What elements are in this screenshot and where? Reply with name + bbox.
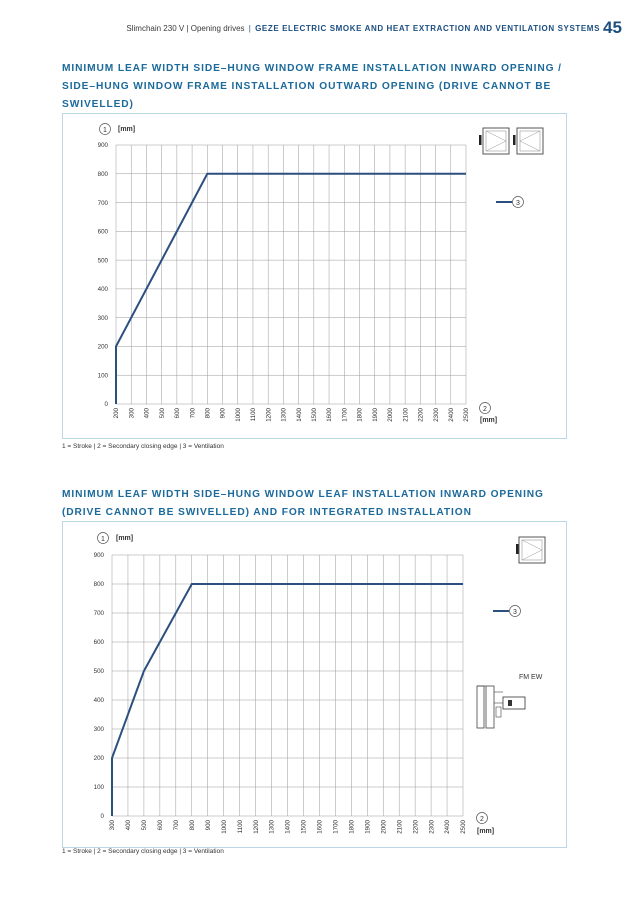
chart-2-x-tick-label: 400: [125, 820, 133, 831]
running-header: [0, 24, 600, 33]
chart-1-x-tick-label: 1800: [356, 408, 364, 422]
chart-2-legend: [493, 606, 521, 617]
chart-2-legend-label: 3: [513, 609, 517, 616]
chart-1-legend-caption: 1 = Stroke | 2 = Secondary closing edge | 3 = Ventilation: [62, 443, 224, 450]
chart-1: [63, 114, 566, 438]
header-doc-title: Slimchain 230 V | Opening drives: [126, 24, 245, 33]
chart-2-panel: [62, 521, 567, 848]
chart-1-x-tick-label: 1000: [234, 408, 242, 422]
header-separator: |: [248, 24, 251, 33]
chart-1-x-unit: [mm]: [480, 417, 498, 424]
chart-2-x-tick-label: 800: [188, 820, 196, 831]
chart-1-x-tick-label: 2100: [402, 408, 410, 422]
chart-1-x-tick-label: 1200: [265, 408, 273, 422]
chart-2-x-tick-label: 1600: [316, 820, 324, 834]
chart-1-x-tick-label: 900: [219, 408, 227, 419]
chart-1-x-tick-label: 300: [128, 408, 136, 419]
chart-2-x-tick-label: 1700: [332, 820, 340, 834]
chart-2-x-axis-marker: [477, 813, 488, 824]
chart-2-y-tick-label: 600: [93, 639, 104, 647]
chart-1-y-axis-marker: [100, 124, 111, 135]
chart-2-y-marker-label: 1: [101, 536, 105, 543]
chart-2-y-tick-label: 100: [93, 784, 104, 792]
chart-2-y-tick-label: 700: [93, 610, 104, 618]
chart-1-y-tick-label: 600: [97, 228, 108, 236]
chart-2-grid: [112, 555, 463, 816]
chart-2-x-tick-label: 1500: [300, 820, 308, 834]
chart-1-legend: [496, 197, 524, 208]
chart-2-y-unit: [mm]: [116, 535, 134, 542]
chart-1-y-unit: [mm]: [118, 126, 136, 133]
chart-2-x-tick-label: 600: [157, 820, 165, 831]
chart-1-y-tick-label: 200: [97, 343, 108, 351]
chart-2-y-tick-labels: [94, 552, 105, 820]
chart-2-x-tick-label: 700: [173, 820, 181, 831]
chart-2-x-tick-label: 2300: [428, 820, 436, 834]
chart-2-x-tick-label: 2200: [412, 820, 420, 834]
chart-1-y-tick-label: 300: [97, 314, 108, 322]
window-outward-opening-icon: [513, 128, 543, 154]
chart-2-x-tick-label: 1800: [348, 820, 356, 834]
window-leaf-installation-icon: [516, 537, 545, 563]
chart-1-title: MINIMUM LEAF WIDTH SIDE–HUNG WINDOW FRAME INSTALLATION INWARD OPENING / SIDE–HUNG WINDOW FRAME INSTALLATION OUTWARD OPENING (DRIVE CANNOT BE SWIVELLED): [62, 63, 562, 110]
chart-1-x-axis-marker: [480, 403, 491, 414]
chart-1-y-tick-label: 0: [104, 401, 108, 409]
chart-2-x-tick-label: 900: [204, 820, 212, 831]
chart-2-y-tick-label: 900: [93, 552, 104, 560]
chart-1-x-tick-label: 1600: [326, 408, 334, 422]
chart-2-x-tick-label: 1100: [236, 820, 244, 834]
chart-1-panel: [62, 113, 567, 439]
chart-2-title: MINIMUM LEAF WIDTH SIDE–HUNG WINDOW LEAF INSTALLATION INWARD OPENING (DRIVE CANNOT BE SWIVELLED) AND FOR INTEGRATED INSTALLATION: [62, 489, 544, 518]
chart-2-x-tick-label: 2000: [380, 820, 388, 834]
chart-2-y-axis-marker: [98, 533, 109, 544]
chart-1-x-tick-label: 2000: [387, 408, 395, 422]
chart-1-x-tick-label: 400: [143, 408, 151, 419]
chart-1-x-tick-labels: [113, 407, 470, 421]
chart-2-x-tick-label: 1400: [284, 820, 292, 834]
chart-1-x-tick-label: 700: [189, 408, 197, 419]
chart-2-legend-caption: 1 = Stroke | 2 = Secondary closing edge | 3 = Ventilation: [62, 848, 224, 855]
chart-1-x-tick-label: 2300: [432, 408, 440, 422]
page-number: 45: [603, 18, 622, 37]
chart-1-y-tick-label: 700: [97, 199, 108, 207]
chart-1-x-tick-label: 200: [113, 408, 121, 419]
chart-2-x-marker-label: 2: [480, 816, 484, 823]
chart-2-y-tick-label: 300: [93, 726, 104, 734]
fm-ew-label: FM EW: [519, 674, 543, 681]
chart-1-x-tick-label: 800: [204, 408, 212, 419]
integrated-installation-detail-icon: [477, 686, 525, 728]
chart-2-x-tick-label: 2500: [460, 820, 468, 834]
chart-2: [63, 522, 566, 847]
header-section-title: GEZE ELECTRIC SMOKE AND HEAT EXTRACTION AND VENTILATION SYSTEMS: [255, 24, 600, 33]
chart-1-x-marker-label: 2: [483, 406, 487, 413]
chart-1-x-tick-label: 500: [158, 408, 166, 419]
window-inward-opening-icon: [479, 128, 509, 154]
chart-1-x-tick-label: 1300: [280, 408, 288, 422]
chart-2-x-tick-label: 2100: [396, 820, 404, 834]
chart-1-x-tick-label: 1400: [295, 408, 303, 422]
chart-2-x-tick-label: 2400: [444, 820, 452, 834]
chart-1-y-tick-label: 100: [97, 372, 108, 380]
chart-1-legend-label: 3: [516, 200, 520, 207]
chart-1-y-tick-labels: [98, 142, 109, 408]
chart-1-y-tick-label: 500: [97, 257, 108, 265]
chart-1-y-marker-label: 1: [103, 127, 107, 134]
chart-2-x-tick-labels: [109, 819, 467, 833]
chart-1-x-tick-label: 1100: [250, 408, 258, 422]
chart-2-x-tick-label: 1300: [268, 820, 276, 834]
chart-1-x-tick-label: 1900: [371, 408, 379, 422]
chart-2-y-tick-label: 500: [93, 668, 104, 676]
chart-2-x-tick-label: 300: [109, 820, 117, 831]
chart-1-x-tick-label: 600: [174, 408, 182, 419]
chart-2-y-tick-label: 400: [93, 697, 104, 705]
chart-1-y-tick-label: 400: [97, 286, 108, 294]
chart-1-y-tick-label: 800: [97, 170, 108, 178]
chart-1-grid: [116, 145, 466, 404]
chart-2-x-tick-label: 1900: [364, 820, 372, 834]
chart-2-x-tick-label: 1000: [220, 820, 228, 834]
chart-1-x-tick-label: 2200: [417, 408, 425, 422]
chart-1-x-tick-label: 1500: [311, 408, 319, 422]
chart-1-x-tick-label: 1700: [341, 408, 349, 422]
chart-1-y-tick-label: 900: [97, 142, 108, 150]
chart-2-x-tick-label: 1200: [252, 820, 260, 834]
chart-2-y-tick-label: 800: [93, 581, 104, 589]
chart-2-y-tick-label: 0: [100, 813, 104, 821]
chart-1-x-tick-label: 2400: [447, 408, 455, 422]
chart-2-x-unit: [mm]: [477, 828, 495, 835]
chart-1-x-tick-label: 2500: [463, 408, 471, 422]
chart-2-x-tick-label: 500: [141, 820, 149, 831]
chart-2-y-tick-label: 200: [93, 755, 104, 763]
